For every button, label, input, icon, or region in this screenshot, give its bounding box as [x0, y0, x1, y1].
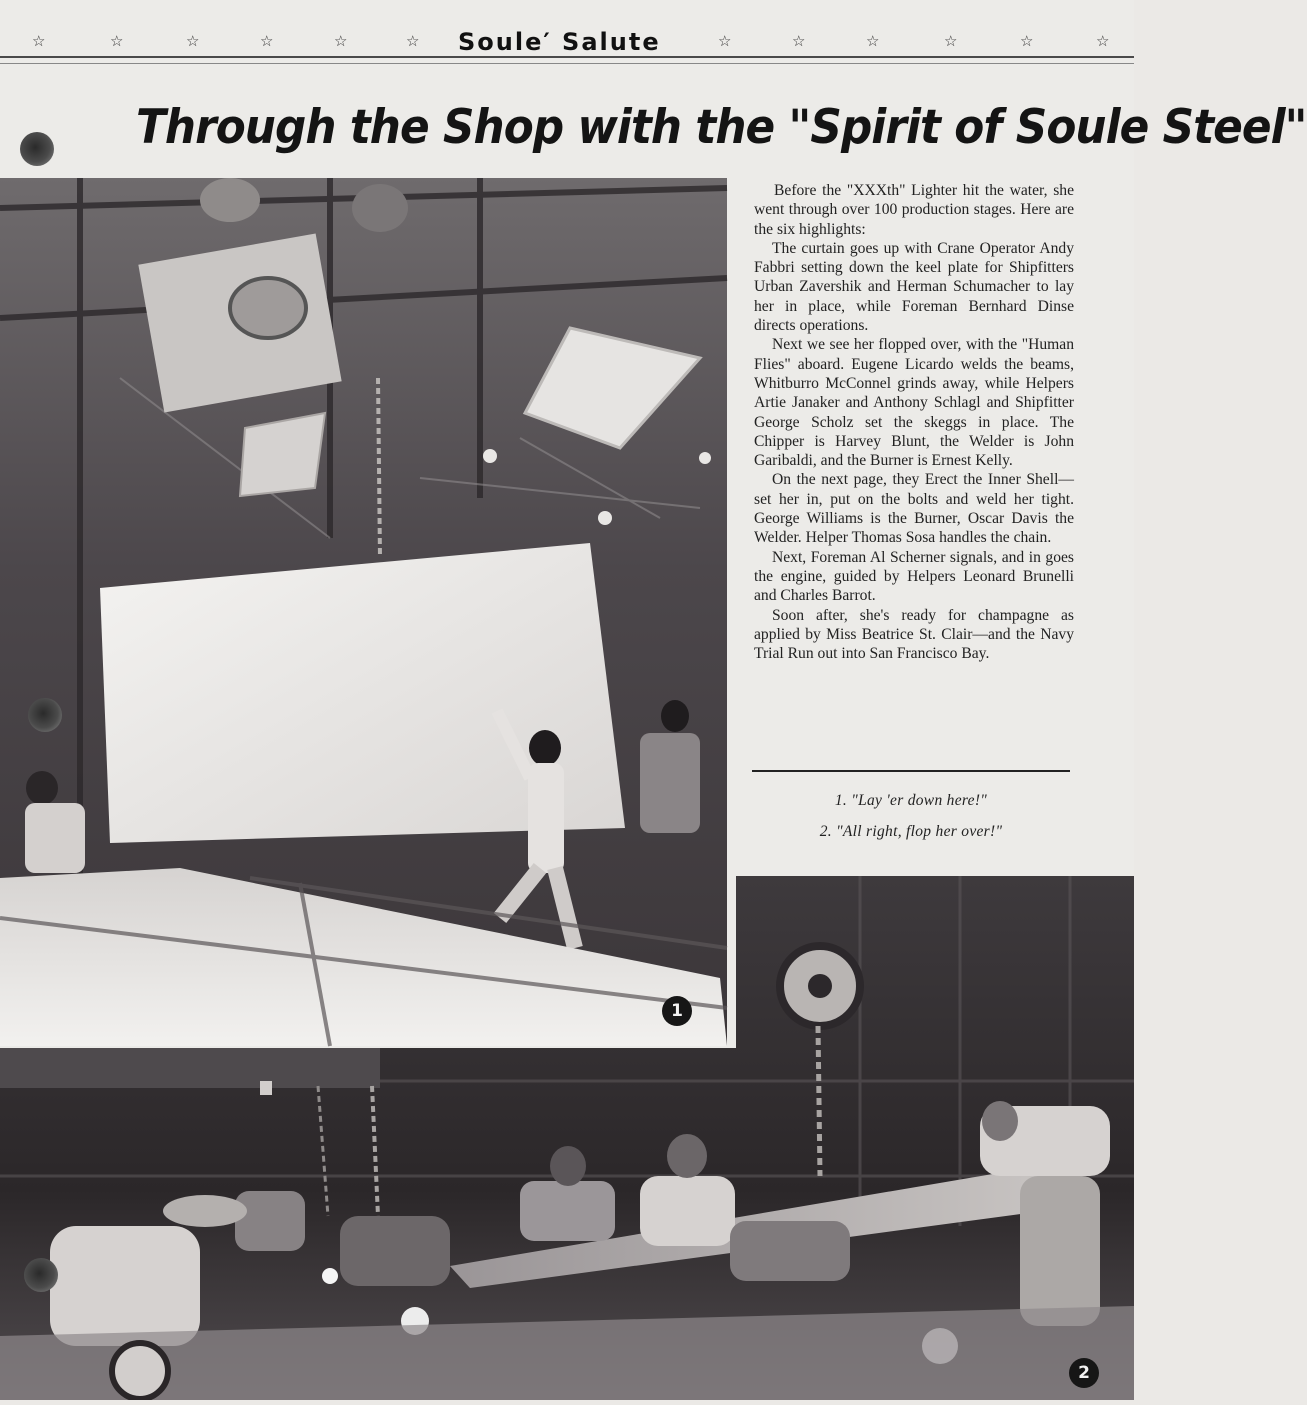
- caption-photo-1: 1. "Lay 'er down here!": [834, 792, 988, 809]
- photo-number-badge: 1: [662, 996, 692, 1026]
- article-paragraph: Next, Foreman Al Scherner signals, and in goes the engine, guided by Helpers Leonard Brunelli and Charles Barrot.: [754, 548, 1074, 605]
- star-icon: ☆: [1096, 32, 1110, 50]
- article-paragraph: On the next page, they Erect the Inner Shell—set her in, put on the bolts and weld her tight. George Williams is the Burner, Oscar Davis the Welder. Helper Thomas Sosa handles the chain.: [754, 471, 1074, 547]
- punch-hole: [20, 132, 54, 166]
- article-paragraph: Before the "XXXth" Lighter hit the water, she went through over 100 production stages. Here are the six highlights:: [754, 182, 1074, 238]
- star-icon: ☆: [406, 32, 420, 50]
- star-icon: ☆: [1020, 32, 1034, 50]
- star-icon: ☆: [334, 32, 348, 50]
- masthead-rule-thin: [0, 63, 1134, 64]
- star-icon: ☆: [186, 32, 200, 50]
- page-headline: Through the Shop with the "Spirit of Soule Steel": [136, 100, 1307, 155]
- star-icon: ☆: [110, 32, 124, 50]
- punch-hole: [24, 1258, 58, 1292]
- caption-photo-2: 2. "All right, flop her over!": [819, 823, 1003, 840]
- star-icon: ☆: [944, 32, 958, 50]
- masthead: [0, 22, 1134, 66]
- masthead-rule: [0, 56, 1134, 58]
- article-divider: [752, 770, 1070, 772]
- star-icon: ☆: [718, 32, 732, 50]
- article-paragraph: Soon after, she's ready for champagne as applied by Miss Beatrice St. Clair—and the Navy Trial Run out into San Francisco Bay.: [754, 606, 1074, 663]
- photo-number-badge: 2: [1069, 1358, 1099, 1388]
- article-paragraph: The curtain goes up with Crane Operator Andy Fabbri setting down the keel plate for Shipfitters Urban Zavershik and Herman Schumacher to lay her in place, while Foreman Bernhard Dinse directs operations.: [754, 239, 1074, 335]
- masthead-title: Soule′ Salute: [452, 28, 667, 56]
- star-icon: ☆: [260, 32, 274, 50]
- star-icon: ☆: [32, 32, 46, 50]
- punch-hole: [28, 698, 62, 732]
- photo-captions: [752, 792, 1070, 854]
- star-icon: ☆: [792, 32, 806, 50]
- article-paragraph: Next we see her flopped over, with the "Human Flies" aboard. Eugene Licardo welds the beams, Whitburro McConnel grinds away, while Helpers Artie Janaker and Anthony Schlagl and Shipfitter George Scholz set the skeggs in place. The Chipper is Harvey Blunt, the Welder is John Garibaldi, and the Burner is Ernest Kelly.: [754, 336, 1074, 470]
- article-body: [754, 181, 1074, 663]
- star-icon: ☆: [866, 32, 880, 50]
- photo-welding-hull: [0, 876, 1134, 1400]
